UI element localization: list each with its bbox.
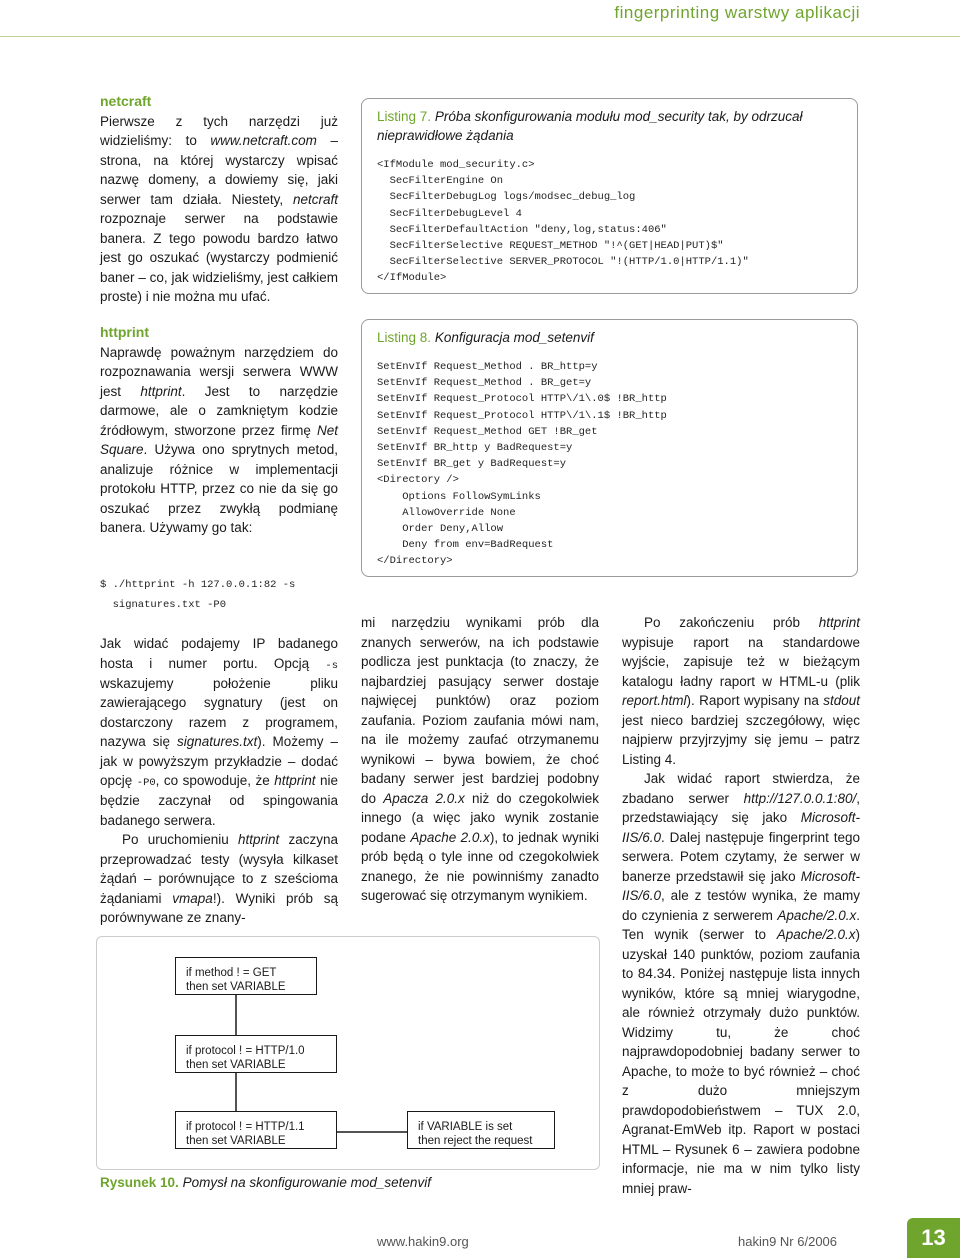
figure-caption: Rysunek 10. Pomysł na skonfigurowanie mod_setenvif: [100, 1175, 431, 1190]
left-column-mid: [100, 323, 338, 538]
code-line: SetEnvIf BR_http y BadRequest=y: [377, 442, 573, 455]
code-line: SetEnvIf Request_Method . BR_get=y: [377, 377, 592, 390]
code-line: SetEnvIf Request_Protocol HTTP\/1\.0$ !BR_http: [377, 393, 667, 406]
code-line: SetEnvIf Request_Method GET !BR_get: [377, 425, 598, 438]
code-line: SecFilterDebugLevel 4: [377, 207, 522, 220]
code-line: Deny from env=BadRequest: [377, 539, 554, 552]
listing-8-title: Listing 8. Konfiguracja mod_setenvif: [377, 330, 594, 345]
options-paragraph: Jak widać podajemy IP badanego hosta i numer portu. Opcją -s wskazujemy położenie pliku zawierającego sygnatury (jest on dostarczony razem z programem, nazywa się signatures.txt). Możemy – jak w powyższym przykładzie – dodać opcję -P0, co spowoduje, że httprint nie będzie zaczynał od spingowania badanego serwera.: [100, 636, 338, 828]
code-line: SetEnvIf Request_Method . BR_http=y: [377, 361, 598, 373]
flow-box-reject: if VARIABLE is set then reject the request: [407, 1111, 555, 1149]
middle-paragraph: mi narzędziu wynikami prób dla znanych serwerów, na ich podstawie podlicza jest punktacja (to znaczy, że najbardziej pasujący serwer dostaje najwięcej punktów) oraz poziom zaufania. Poziom zaufania mówi nam, na ile możemy zaufać otrzymanemu wynikowi – bywa bowiem, że choć badany serwer jest bardziej podobny do Apacza 2.0.x niż do czegokolwiek innego (a więc jako wynik zostanie podane Apache 2.0.x), to jednak wyniki prób będą o tyle inne od czegokolwiek znanego, że nie powinniśmy zanadto sugerować się otrzymanym wynikiem.: [361, 615, 599, 903]
middle-column: [361, 613, 599, 906]
listing-8: [361, 319, 858, 577]
report-paragraph: Po zakończeniu prób httprint wypisuje raport na standardowe wyjście, zapisuje też w bieżącym katalogu ładny raport w HTML-u (plik report.html). Raport wypisany na stdout jest nieco bardziej szczegółowy, więc najpierw przyjrzyjmy się jemu – patrz Listing 4.: [622, 615, 860, 767]
code-line: <Directory />: [377, 474, 459, 487]
code-line: SetEnvIf Request_Protocol HTTP\/1\.1$ !BR_http: [377, 409, 667, 422]
listing-7-code: [377, 157, 847, 287]
left-column-top: [100, 92, 338, 307]
code-line: SecFilterEngine On: [377, 175, 504, 188]
flow-box-method: if method ! = GET then set VARIABLE: [175, 957, 317, 995]
code-line: SecFilterDefaultAction "deny,log,status:406": [377, 223, 667, 236]
code-line: SecFilterSelective SERVER_PROTOCOL "!(HTTP/1.0|HTTP/1.1)": [377, 256, 749, 269]
code-line: SecFilterDebugLog logs/modsec_debug_log: [377, 191, 636, 204]
code-line: </Directory>: [377, 555, 453, 568]
shell-line: $ ./httprint -h 127.0.0.1:82 -s: [100, 579, 296, 591]
netcraft-heading: netcraft: [100, 93, 152, 109]
listing-7: [361, 98, 858, 294]
code-line: </IfModule>: [377, 272, 447, 285]
netcraft-paragraph: Pierwsze z tych narzędzi już widzieliśmy: to www.netcraft.com –strona, na której wystarczy wpisać nazwę domeny, a dowiemy się, jaki serwer tam działa. Niestety, netcraft rozpoznaje serwer na podstawie banera. Z tego powodu bardzo łatwo jest go oszukać (wystarczy podmienić baner – co, jak widzieliśmy, jest całkiem proste) i nie można mu ufać.: [100, 113, 338, 304]
shell-command: [100, 577, 295, 613]
code-line: Order Deny,Allow: [377, 523, 504, 536]
header-rule: [0, 36, 960, 37]
code-line: SetEnvIf BR_get y BadRequest=y: [377, 458, 567, 471]
analysis-paragraph: Jak widać raport stwierdza, że zbadano serwer http://127.0.0.1:80/, przedstawiający się jako Microsoft-IIS/6.0. Dalej następuje fingerprint tego serwera. Potem czytamy, że serwer w banerze przedstawił się jako Microsoft-IIS/6.0, ale z testów wynika, że mamy do czynienia z serwerem Apache/2.0.x. Ten wynik (serwer to Apache/2.0.x) uzyskał 140 punktów, poziom zaufania to 84.34. Poniżej następuje lista innych wyników, które są mniej wiarygodne, ale również otrzymały dużo punktów. Widzimy tu, że choć najprawdopodobniej badany serwer to Apache, to może to być również – choć z dużo mniejszym prawdopodobieństwem – TUX 2.0, Agranat-EmWeb itp. Raport w postaci HTML – Rysunek 6 – zawiera podobne informacje, nie ma w nim tylko listy mniej praw-: [622, 771, 860, 1196]
httprint-heading: httprint: [100, 324, 149, 340]
left-column-bottom: [100, 634, 338, 928]
listing-8-code: [377, 359, 847, 570]
page-number: 13: [907, 1218, 960, 1258]
footer-site[interactable]: www.hakin9.org: [377, 1234, 469, 1249]
code-line: AllowOverride None: [377, 506, 516, 519]
header-title: fingerprinting warstwy aplikacji: [614, 3, 860, 22]
figure-10: [96, 936, 600, 1170]
tests-paragraph: Po uruchomieniu httprint zaczyna przeprowadzać testy (wysyła kilkaset żądań – porównujące to z sześcioma żądaniami vmapa!). Wyniki prób są porównywane ze znany-: [100, 832, 338, 925]
right-column: [622, 613, 860, 1198]
netcraft-link[interactable]: www.netcraft.com: [210, 133, 317, 148]
httprint-paragraph: Naprawdę poważnym narzędziem do rozpoznawania wersji serwera WWW jest httprint. Jest to narzędzie darmowe, ale o zamkniętym kodzie źródłowym, stworzone przez firmę Net Square. Używa ono sprytnych metod, analizuje różnice w implementacji protokołu HTTP, przez co nie da się go oszukać przez zwykłą podmianę banera. Używamy go tak:: [100, 344, 338, 535]
flow-box-http11: if protocol ! = HTTP/1.1 then set VARIABLE: [175, 1111, 337, 1149]
code-line: <IfModule mod_security.c>: [377, 159, 535, 171]
listing-7-title: Listing 7. Próba skonfigurowania modułu mod_security tak, by odrzucał nieprawidłowe żądania: [377, 109, 803, 143]
code-line: Options FollowSymLinks: [377, 490, 541, 503]
shell-line: signatures.txt -P0: [100, 599, 227, 612]
footer-issue: hakin9 Nr 6/2006: [738, 1234, 838, 1249]
flow-box-http10: if protocol ! = HTTP/1.0 then set VARIABLE: [175, 1035, 337, 1073]
code-line: SecFilterSelective REQUEST_METHOD "!^(GET|HEAD|PUT)$": [377, 240, 724, 253]
